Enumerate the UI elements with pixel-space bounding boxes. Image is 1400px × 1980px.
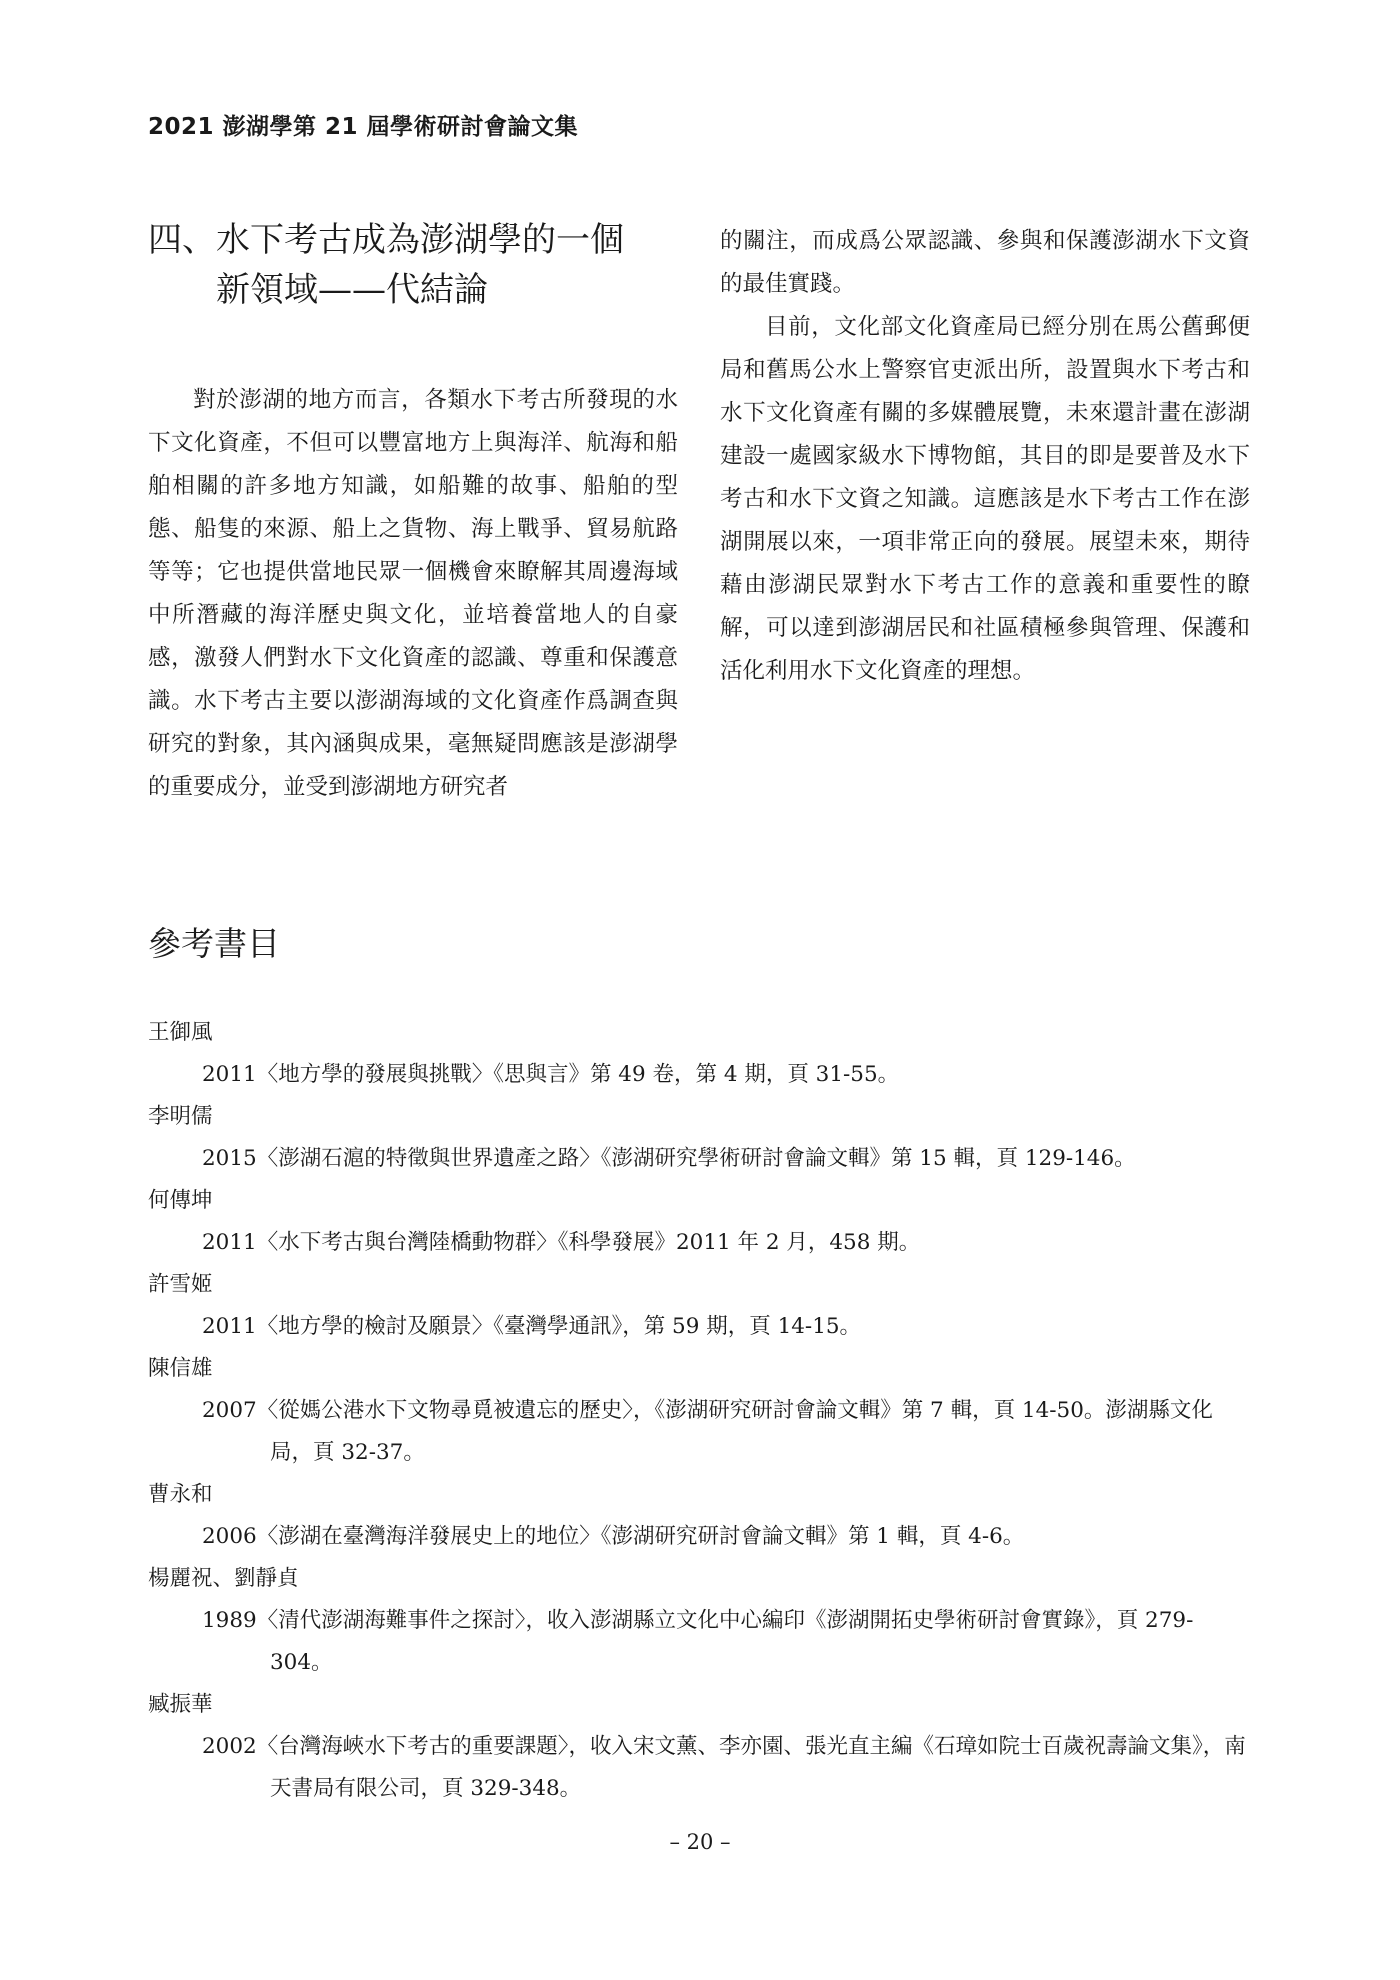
reference-author: 楊麗祝、劉靜貞 [148, 1566, 299, 1591]
reference-author: 何傳坤 [148, 1188, 213, 1213]
reference-author: 李明儒 [148, 1104, 213, 1129]
references-list [148, 1012, 1253, 1810]
section-title-line1: 四、水下考古成為澎湖學的一個 [148, 220, 624, 260]
reference-item [148, 1684, 1253, 1810]
reference-item [148, 1558, 1253, 1684]
reference-entry: 2002〈台灣海峽水下考古的重要課題〉，收入宋文薰、李亦園、張光直主編《石璋如院士百歲祝壽論文集》，南天書局有限公司，頁 329-348。 [202, 1734, 1246, 1801]
reference-entry: 2011〈地方學的檢討及願景〉《臺灣學通訊》，第 59 期，頁 14-15。 [202, 1314, 862, 1339]
reference-item [148, 1180, 1253, 1264]
reference-entry: 1989〈清代澎湖海難事件之探討〉，收入澎湖縣立文化中心編印《澎湖開拓史學術研討會實錄》，頁 279-304。 [202, 1608, 1194, 1675]
reference-item [148, 1348, 1253, 1474]
running-head: 2021 澎湖學第 21 屆學術研討會論文集 [148, 114, 579, 140]
body-paragraph-1-continued: 的關注，而成爲公眾認識、參與和保護澎湖水下文資的最佳實踐。 [720, 228, 1250, 297]
reference-entry: 2015〈澎湖石滬的特徵與世界遺產之路〉《澎湖研究學術研討會論文輯》第 15 輯，頁 129-146。 [202, 1146, 1136, 1171]
section-title-line2: 新領域——代結論 [216, 270, 488, 310]
reference-entry: 2006〈澎湖在臺灣海洋發展史上的地位〉《澎湖研究研討會論文輯》第 1 輯，頁 4-6。 [202, 1524, 1025, 1549]
right-column [720, 220, 1250, 693]
body-paragraph-1: 對於澎湖的地方而言，各類水下考古所發現的水下文化資產，不但可以豐富地方上與海洋、航海和船舶相關的許多地方知識，如船難的故事、船舶的型態、船隻的來源、船上之貨物、海上戰爭、貿易航路等等；它也提供當地民眾一個機會來瞭解其周邊海域中所潛藏的海洋歷史與文化，並培養當地人的自豪感，激發人們對水下文化資產的認識、尊重和保護意識。水下考古主要以澎湖海域的文化資產作爲調查與研究的對象，其內涵與成果，毫無疑問應該是澎湖學的重要成分，並受到澎湖地方研究者 [148, 387, 678, 800]
reference-entry: 2007〈從媽公港水下文物尋覓被遺忘的歷史〉，《澎湖研究研討會論文輯》第 7 輯，頁 14-50。澎湖縣文化局，頁 32-37。 [202, 1398, 1213, 1465]
section-title [148, 215, 678, 315]
references-heading: 參考書目 [148, 924, 280, 963]
left-column [148, 215, 678, 809]
body-paragraph-2: 目前，文化部文化資產局已經分別在馬公舊郵便局和舊馬公水上警察官吏派出所，設置與水下考古和水下文化資產有關的多媒體展覽，未來還計畫在澎湖建設一處國家級水下博物館，其目的即是要普及水下考古和水下文資之知識。這應該是水下考古工作在澎湖開展以來，一項非常正向的發展。展望未來，期待藉由澎湖民眾對水下考古工作的意義和重要性的瞭解，可以達到澎湖居民和社區積極參與管理、保護和活化利用水下文化資產的理想。 [720, 314, 1250, 684]
reference-author: 臧振華 [148, 1692, 213, 1717]
reference-author: 曹永和 [148, 1482, 213, 1507]
reference-item [148, 1474, 1253, 1558]
reference-item [148, 1096, 1253, 1180]
reference-author: 陳信雄 [148, 1356, 213, 1381]
reference-item [148, 1012, 1253, 1096]
page-number: – 20 – [669, 1830, 731, 1854]
reference-entry: 2011〈水下考古與台灣陸橋動物群〉《科學發展》2011 年 2 月，458 期。 [202, 1230, 921, 1255]
reference-item [148, 1264, 1253, 1348]
reference-author: 許雪姬 [148, 1272, 213, 1297]
reference-author: 王御風 [148, 1020, 213, 1045]
reference-entry: 2011〈地方學的發展與挑戰〉《思與言》第 49 卷，第 4 期，頁 31-55。 [202, 1062, 900, 1087]
